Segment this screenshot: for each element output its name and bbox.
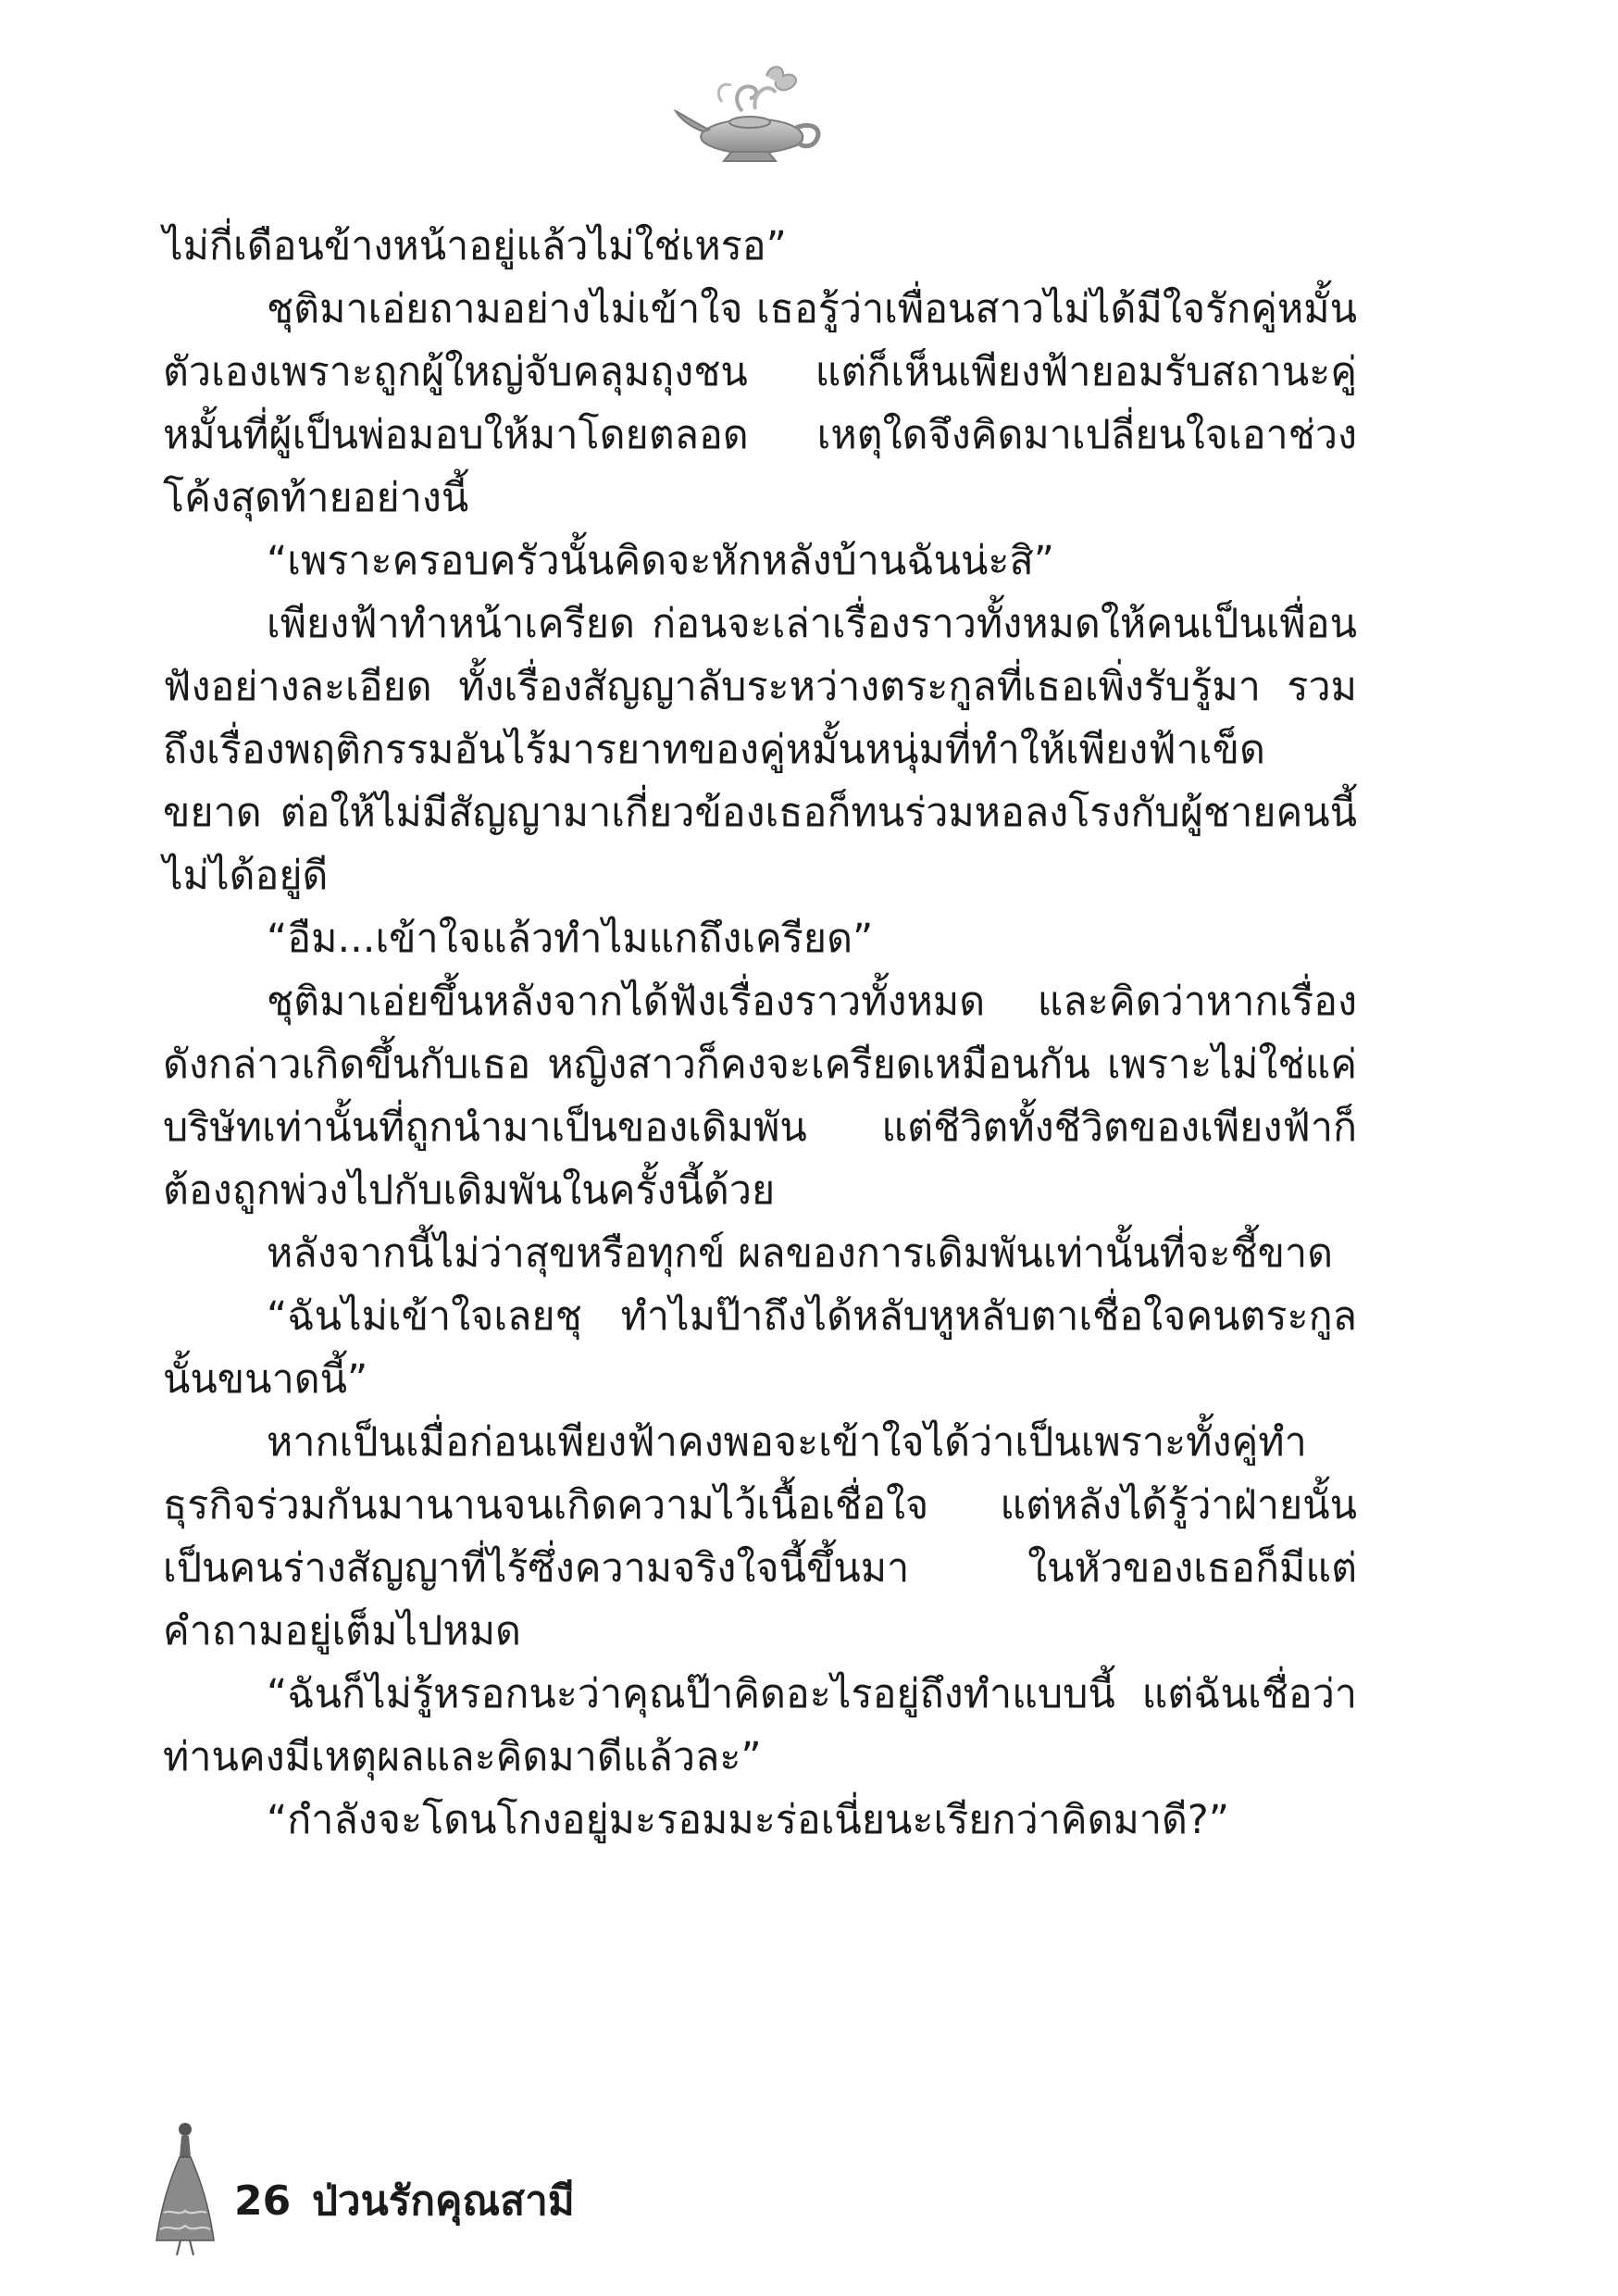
paragraph: ชุติมาเอ่ยถามอย่างไม่เข้าใจ เธอรู้ว่าเพื่อนสาวไม่ได้มีใจรักคู่หมั้นตัวเองเพราะถูกผู้ใหญ่จับคลุมถุงชน แต่ก็เห็นเพียงฟ้ายอมรับสถานะคู่หมั้นที่ผู้เป็นพ่อมอบให้มาโดยตลอด เหตุใดจึงคิดมาเปลี่ยนใจเอาช่วงโค้งสุดท้ายอย่างนี้ <box>163 286 1357 521</box>
paragraph: “กำลังจะโดนโกงอยู่มะรอมมะร่อเนี่ยนะเรียกว่าคิดมาดี?” <box>267 1797 1230 1843</box>
paragraph: ชุติมาเอ่ยขึ้นหลังจากได้ฟังเรื่องราวทั้งหมด และคิดว่าหากเรื่องดังกล่าวเกิดขึ้นกับเธอ หญิงสาวก็คงจะเครียดเหมือนกัน เพราะไม่ใช่แค่บริษัทเท่านั้นที่ถูกนำมาเป็นของเดิมพัน แต่ชีวิตทั้งชีวิตของเพียงฟ้าก็ต้องถูกพ่วงไปกับเดิมพันในครั้งนี้ด้วย <box>163 979 1357 1214</box>
page-number: 26 <box>234 2177 292 2225</box>
paragraph: เพียงฟ้าทำหน้าเครียด ก่อนจะเล่าเรื่องราวทั้งหมดให้คนเป็นเพื่อนฟังอย่างละเอียด ทั้งเรื่องสัญญาลับระหว่างตระกูลที่เธอเพิ่งรับรู้มา รวมถึงเรื่องพฤติกรรมอันไร้มารยาทของคู่หมั้นหนุ่มที่ทำให้เพียงฟ้าเข็ดขยาด ต่อให้ไม่มีสัญญามาเกี่ยวข้องเธอก็ทนร่วมหอลงโรงกับผู้ชายคนนี้ไม่ได้อยู่ดี <box>163 601 1357 899</box>
page-footer <box>153 2120 801 2259</box>
paragraph: “เพราะครอบครัวนั้นคิดจะหักหลังบ้านฉันน่ะสิ” <box>267 538 1055 584</box>
genie-lamp-icon <box>666 56 833 167</box>
book-title: ป่วนรักคุณสามี <box>312 2177 575 2225</box>
lady-in-gown-icon <box>153 2120 218 2259</box>
story-text <box>163 215 1357 1852</box>
paragraph: ไม่กี่เดือนข้างหน้าอยู่แล้วไม่ใช่เหรอ” <box>163 223 787 269</box>
paragraph: หากเป็นเมื่อก่อนเพียงฟ้าคงพอจะเข้าใจได้ว่าเป็นเพราะทั้งคู่ทำธุรกิจร่วมกันมานานจนเกิดความไว้เนื้อเชื่อใจ แต่หลังได้รู้ว่าฝ่ายนั้นเป็นคนร่างสัญญาที่ไร้ซึ่งความจริงใจนี้ขึ้นมา ในหัวของเธอก็มีแต่คำถามอยู่เต็มไปหมด <box>163 1419 1357 1654</box>
paragraph: “ฉันก็ไม่รู้หรอกนะว่าคุณป๊าคิดอะไรอยู่ถึงทำแบบนี้ แต่ฉันเชื่อว่าท่านคงมีเหตุผลและคิดมาดีแล้วละ” <box>163 1671 1357 1780</box>
paragraph: หลังจากนี้ไม่ว่าสุขหรือทุกข์ ผลของการเดิมพันเท่านั้นที่จะชี้ขาด <box>267 1230 1334 1277</box>
paragraph: “ฉันไม่เข้าใจเลยชุ ทำไมป๊าถึงได้หลับหูหลับตาเชื่อใจคนตระกูลนั้นขนาดนี้” <box>163 1293 1357 1403</box>
paragraph: “อืม...เข้าใจแล้วทำไมแกถึงเครียด” <box>267 916 874 962</box>
